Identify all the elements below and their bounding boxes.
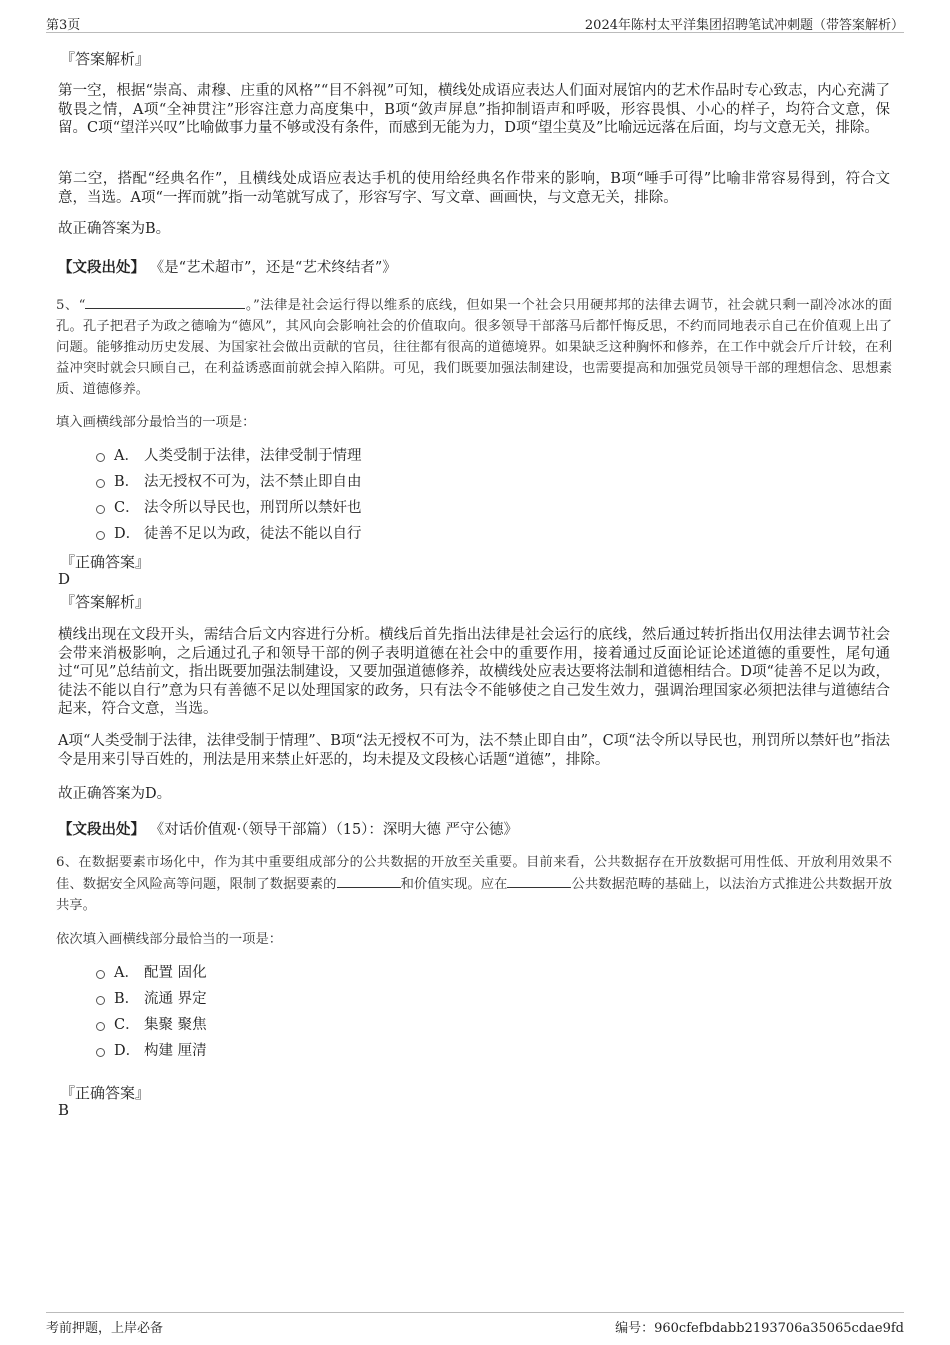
- option-text: 徒善不足以为政，徒法不能以自行: [144, 525, 362, 542]
- q5-analysis-para1: 横线出现在文段开头，需结合后文内容进行分析。横线后首先指出法律是社会运行的底线，然后通过转折指出仅用法律去调节社会会带来消极影响，之后通过孔子和领导干部的例子表明道德在社会中的重要作用，接着通过反面论证论述道德的重要性，尾句通过“可见”总结前文，指出既要加强法制建设，又要加强道德修养，故横线处应表达要将法制和道德相结合。D项“徒善不足以为政，徒法不能以自行”意为只有善德不足以处理国家的政务，只有法令不能够使之自己发生效力，强调治理国家必须把法律与道德结合起来，符合文意，当选。: [58, 627, 890, 717]
- q6-stem: [56, 852, 892, 916]
- radio-icon[interactable]: [96, 1022, 105, 1031]
- page-header: [46, 12, 904, 33]
- radio-icon[interactable]: [96, 1048, 105, 1057]
- q5-analysis-para2: A项“人类受制于法律，法律受制于情理”、B项“法无授权不可为，法不禁止即自由”，C项“法令所以导民也，刑罚所以禁奸也”指法令是用来引导百姓的，刑法是用来禁止奸恶的，均未提及文段核心话题“道德”，排除。: [58, 733, 890, 768]
- q6-blank-1: [337, 873, 401, 888]
- q6-text-c: 公共数据范畴的基础上，以法治方式推进公共数据开放共享。: [56, 877, 893, 913]
- q6-option-c[interactable]: [96, 1013, 207, 1033]
- q6-option-d[interactable]: [96, 1039, 207, 1059]
- option-letter: A．: [114, 964, 139, 981]
- option-text: 法无授权不可为，法不禁止即自由: [144, 473, 362, 490]
- q6-text-a: 6、在数据要素市场化中，作为其中重要组成部分的公共数据的开放至关重要。目前来看，公共数据存在开放数据可用性低、开放利用效果不佳、数据安全风险高等问题，限制了数据要素的: [56, 855, 892, 892]
- option-letter: A．: [114, 447, 139, 464]
- q6-option-b[interactable]: [96, 987, 207, 1007]
- q6-correct-label: 『正确答案』: [60, 1084, 151, 1102]
- radio-icon[interactable]: [96, 479, 105, 488]
- q4-analysis-para2: 第二空，搭配“经典名作”，且横线处成语应表达手机的使用给经典名作带来的影响，B项“唾手可得”比喻非常容易得到，符合文意，当选。A项“一挥而就”指一动笔就写成了，形容写字、写文章、画画快，与文意无关，排除。: [58, 171, 890, 206]
- radio-icon[interactable]: [96, 531, 105, 540]
- q5-conclusion: 故正确答案为D。: [58, 786, 172, 802]
- q4-source-label: 【文段出处】: [58, 259, 145, 276]
- q5-option-d[interactable]: [96, 522, 362, 542]
- radio-icon[interactable]: [96, 453, 105, 462]
- q6-prompt: 依次填入画横线部分最恰当的一项是：: [56, 932, 283, 947]
- q5-correct-answer: D: [58, 570, 71, 588]
- option-text: 配置 固化: [144, 964, 207, 981]
- q6-text-b: 和价值实现。应在: [400, 877, 508, 892]
- q5-source-label: 【文段出处】: [58, 821, 145, 838]
- q5-stem: [56, 294, 892, 400]
- q4-conclusion: 故正确答案为B。: [58, 221, 171, 237]
- page-footer: [46, 1312, 904, 1337]
- option-letter: D．: [114, 525, 141, 542]
- option-letter: B．: [114, 473, 140, 490]
- q4-analysis-para1: 第一空，根据“崇高、肃穆、庄重的风格”“目不斜视”可知，横线处成语应表达人们面对展馆内的艺术作品时专心致志，内心充满了敬畏之情，A项“全神贯注”形容注意力高度集中，B项“敛声屏息”指抑制语声和呼吸，形容畏惧、小心的样子，均符合文意，保留。C项“望洋兴叹”比喻做事力量不够或没有条件，而感到无能为力，D项“望尘莫及”比喻远远落在后面，均与文意无关，排除。: [58, 83, 890, 136]
- q5-source: [58, 818, 518, 839]
- q6-correct-answer: B: [58, 1101, 70, 1119]
- option-text: 集聚 聚焦: [144, 1016, 207, 1033]
- option-letter: C．: [114, 499, 140, 516]
- radio-icon[interactable]: [96, 505, 105, 514]
- q5-text: 。”法律是社会运行得以维系的底线，但如果一个社会只用硬邦邦的法律去调节，社会就只剩一副冷冰冰的面孔。孔子把君子为政之德喻为“德风”，其风向会影响社会的价值取向。很多领导干部落马后都忏悔反思，不约而同地表示自己在价值观上出了问题。能够推动历史发展、为国家社会做出贡献的官员，往往都有很高的道德境界。如果缺乏这种胸怀和修养，在工作中就会斤斤计较，在利益冲突时就会只顾自己，在利益诱惑面前就会掉入陷阱。可见，我们既要加强法制建设，也需要提高和加强党员领导干部的理想信念、思想素质、道德修养。: [56, 298, 892, 397]
- q5-option-a[interactable]: [96, 444, 362, 464]
- option-text: 流通 界定: [144, 990, 207, 1007]
- q6-option-a[interactable]: [96, 961, 207, 981]
- q5-correct-label: 『正确答案』: [60, 553, 151, 571]
- option-text: 人类受制于法律，法律受制于情理: [144, 447, 362, 464]
- option-letter: D．: [114, 1042, 141, 1059]
- q5-analysis-label: 『答案解析』: [60, 593, 151, 611]
- q5-option-b[interactable]: [96, 470, 362, 490]
- q5-prompt: 填入画横线部分最恰当的一项是：: [56, 415, 256, 430]
- radio-icon[interactable]: [96, 970, 105, 979]
- q4-source: [58, 256, 397, 277]
- radio-icon[interactable]: [96, 996, 105, 1005]
- option-letter: C．: [114, 1016, 140, 1033]
- q5-source-text: 《对话价值观·（领导干部篇）（15）：深明大德 严守公德》: [149, 822, 519, 838]
- q6-blank-2: [507, 873, 571, 888]
- q5-option-c[interactable]: [96, 496, 362, 516]
- option-letter: B．: [114, 990, 140, 1007]
- footer-slogan: 考前押题，上岸必备: [46, 1321, 164, 1336]
- document-id: 编号：960cfefbdabb2193706a35065cdae9fd: [615, 1321, 904, 1336]
- q4-source-text: 《是“艺术超市”，还是“艺术终结者”》: [149, 260, 397, 276]
- page-number: 第3页: [46, 18, 81, 33]
- q5-number: 5、“: [56, 298, 86, 313]
- option-text: 法令所以导民也，刑罚所以禁奸也: [144, 499, 362, 516]
- q5-blank: [85, 294, 245, 309]
- q4-analysis-label: 『答案解析』: [60, 50, 151, 68]
- document-title: 2024年陈村太平洋集团招聘笔试冲刺题（带答案解析）: [584, 18, 904, 33]
- option-text: 构建 厘清: [144, 1042, 207, 1059]
